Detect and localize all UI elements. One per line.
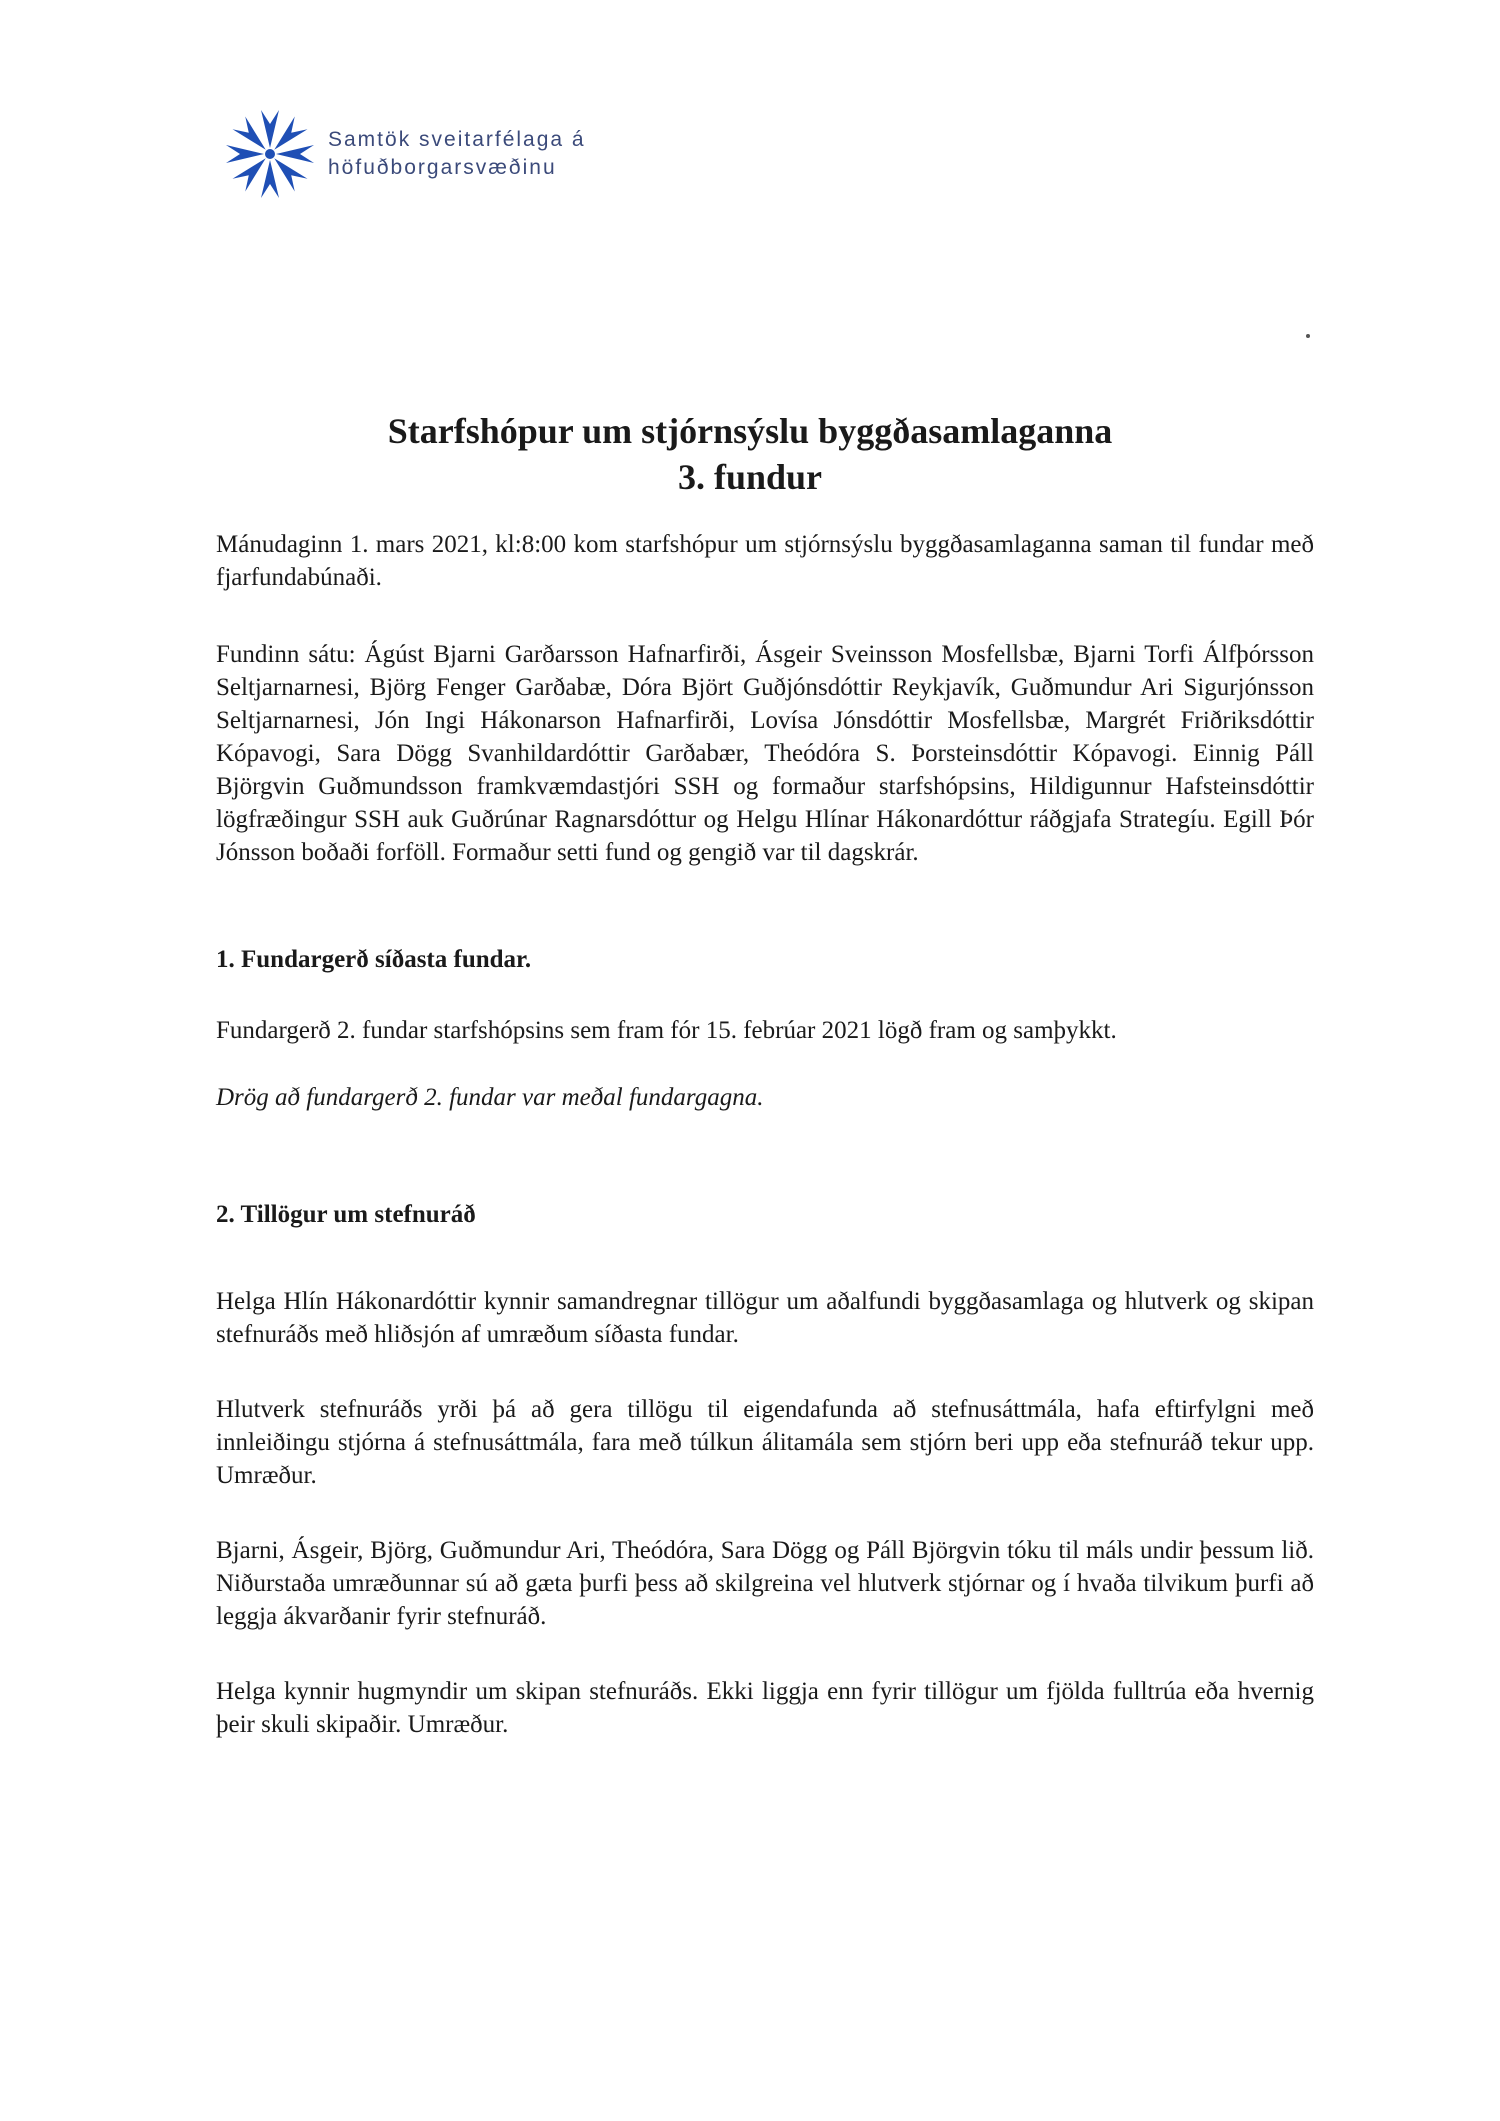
logo-text: [328, 126, 586, 182]
snowflake-logo-icon: [220, 104, 320, 204]
document-title: [0, 408, 1500, 500]
attendance-paragraph: Fundinn sátu: Ágúst Bjarni Garðarsson Hafnarfirði, Ásgeir Sveinsson Mosfellsbæ, Bjarni Torfi Álfþórsson Seltjarnarnesi, Björg Fenger Garðabæ, Dóra Björt Guðjónsdóttir Reykjavík, Guðmundur Ari Sigurjónsson Seltjarnarnesi, Jón Ingi Hákonarson Hafnarfirði, Lovísa Jónsdóttir Mosfellsbæ, Margrét Friðriksdóttir Kópavogi, Sara Dögg Svanhildardóttir Garðabær, Theódóra S. Þorsteinsdóttir Kópavogi. Einnig Páll Björgvin Guðmundsson framkvæmdastjóri SSH og formaður starfshópsins, Hildigunnur Hafsteinsdóttir lögfræðingur SSH auk Guðrúnar Ragnarsdóttur og Helgu Hlínar Hákonardóttur ráðgjafa Strategíu. Egill Þór Jónsson boðaði forföll. Formaður setti fund og gengið var til dagskrár.: [216, 641, 1314, 866]
section-2-paragraph: Hlutverk stefnuráðs yrði þá að gera tillögu til eigendafunda að stefnusáttmála, hafa eftirfylgni með innleiðingu stjórna á stefnusáttmála, fara með túlkun álitamála sem stjórn beri upp eða stefnuráð tekur upp. Umræður.: [216, 1396, 1314, 1489]
section-2-heading: 2. Tillögur um stefnuráð: [216, 1201, 476, 1228]
logo-text-line2: höfuðborgarsvæðinu: [328, 156, 557, 179]
logo-text-line1: Samtök sveitarfélaga á: [328, 128, 586, 151]
title-line1: Starfshópur um stjórnsýslu byggðasamlaganna: [387, 411, 1113, 451]
title-line2: 3. fundur: [677, 457, 823, 497]
organization-logo: [220, 104, 586, 204]
section-1-paragraph: Fundargerð 2. fundar starfshópsins sem fram fór 15. febrúar 2021 lögð fram og samþykkt.: [216, 1017, 1117, 1044]
meeting-intro: Mánudaginn 1. mars 2021, kl:8:00 kom starfshópur um stjórnsýslu byggðasamlaganna saman til fundar með fjarfundabúnaði.: [216, 531, 1314, 591]
scan-artifact-dot: [1306, 334, 1310, 338]
document-body: [216, 528, 1314, 1741]
logo-petal-icon: [261, 110, 279, 148]
section-2-paragraph: Helga kynnir hugmyndir um skipan stefnuráðs. Ekki liggja enn fyrir tillögur um fjölda fulltrúa eða hvernig þeir skuli skipaðir. Umræður.: [216, 1678, 1314, 1738]
section-2-paragraph: Bjarni, Ásgeir, Björg, Guðmundur Ari, Theódóra, Sara Dögg og Páll Björgvin tóku til máls undir þessum lið. Niðurstaða umræðunnar sú að gæta þurfi þess að skilgreina vel hlutverk stjórnar og í hvaða tilvikum þurfi að leggja ákvarðanir fyrir stefnuráð.: [216, 1537, 1314, 1630]
section-2-paragraph: Helga Hlín Hákonardóttir kynnir samandregnar tillögur um aðalfundi byggðasamlaga og hlutverk og skipan stefnuráðs með hliðsjón af umræðum síðasta fundar.: [216, 1288, 1314, 1348]
section-1-heading: 1. Fundargerð síðasta fundar.: [216, 946, 532, 973]
section-1-note: Drög að fundargerð 2. fundar var meðal fundargagna.: [216, 1084, 764, 1111]
